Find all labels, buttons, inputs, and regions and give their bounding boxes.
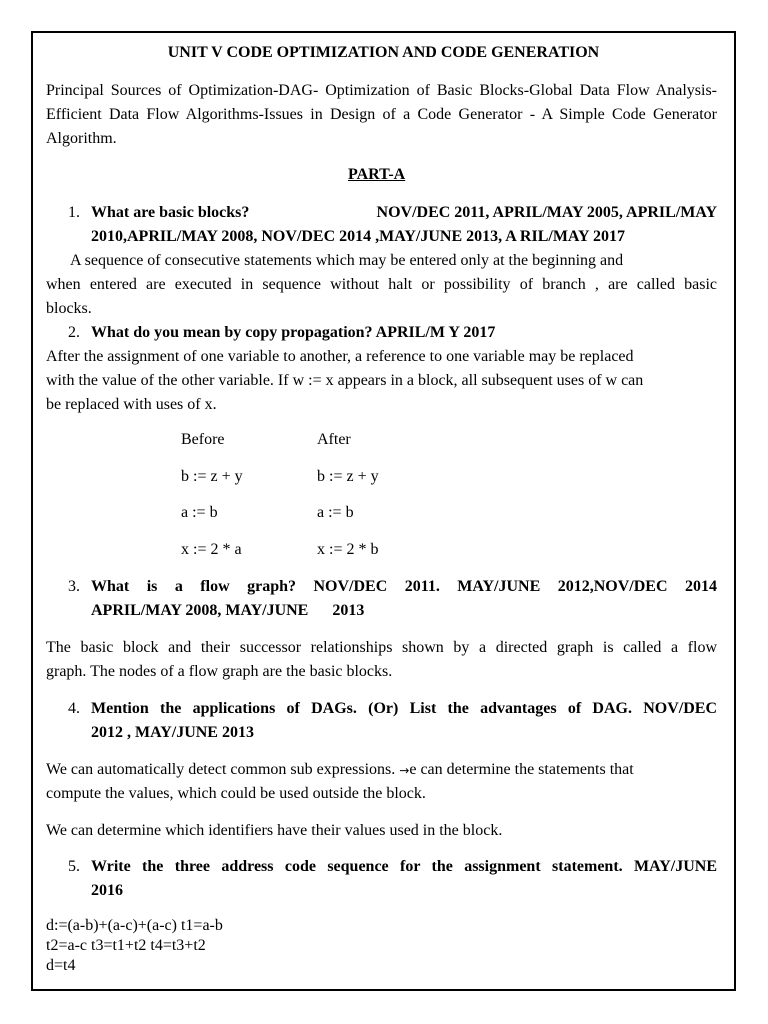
question-text: Write the three address code sequence for the assignment statement. MAY/JUNE [91,858,717,875]
table-header-after: After [317,431,351,448]
table-cell: b := z + y [317,468,379,485]
answer-line: be replaced with uses of x. [46,396,217,413]
answer-line: The basic block and their successor relationships shown by a directed graph is called a flow [46,639,717,656]
answer-line: when entered are executed in sequence without halt or possibility of branch , are called basic [46,276,717,293]
question-dates-continued: 2012 , MAY/JUNE 2013 [91,724,254,741]
question-text: What are basic blocks? [91,204,250,221]
question-number: 3. [68,578,80,595]
table-cell: x := 2 * a [181,541,242,558]
table-cell: x := 2 * b [317,541,379,558]
question-text: Mention the applications of DAGs. (Or) List the advantages of DAG. NOV/DEC [91,700,717,717]
answer-line: We can determine which identifiers have their values used in the block. [46,822,503,839]
question-number: 2. [68,324,80,341]
question-number: 5. [68,858,80,875]
question-text: What do you mean by copy propagation? APRIL/M Y 2017 [91,324,496,341]
answer-line: with the value of the other variable. If w := x appears in a block, all subsequent uses of w can [46,372,644,389]
code-line: t2=a-c t3=t1+t2 t4=t3+t2 [46,937,206,954]
answer-line: A sequence of consecutive statements which may be entered only at the beginning and [70,252,624,269]
table-cell: b := z + y [181,468,243,485]
unit-title: UNIT V CODE OPTIMIZATION AND CODE GENERATION [167,44,600,61]
answer-line [46,758,717,782]
table-header-before: Before [181,431,225,448]
answer-line: blocks. [46,300,92,317]
table-cell: a := b [317,504,354,521]
answer-line: compute the values, which could be used outside the block. [46,785,426,802]
answer-text: We can automatically detect common sub expressions. [46,761,396,778]
question-text: What is a flow graph? NOV/DEC 2011. MAY/JUNE 2012,NOV/DEC 2014 [91,578,717,595]
question-dates: NOV/DEC 2011, APRIL/MAY 2005, APRIL/MAY [376,204,717,221]
question-dates-continued: APRIL/MAY 2008, MAY/JUNE 2013 [91,602,365,619]
answer-line: graph. The nodes of a flow graph are the basic blocks. [46,663,393,680]
question-dates-continued: 2016 [91,882,123,899]
question-number: 4. [68,700,80,717]
question-number: 1. [68,204,80,221]
syllabus-paragraph: Principal Sources of Optimization-DAG- Optimization of Basic Blocks-Global Data Flow Analysis-Efficient Data Flow Algorithms-Issues in Design of a Code Generator - A Simple Code Generator Algorithm. [46,82,717,147]
code-line: d:=(a-b)+(a-c)+(a-c) t1=a-b [46,917,223,934]
answer-text: e can determine the statements that [409,761,634,778]
document-page [31,31,736,991]
arrow-icon: → [399,763,410,778]
part-heading: PART-A [348,166,406,183]
code-line: d=t4 [46,957,76,974]
question-dates-continued: 2010,APRIL/MAY 2008, NOV/DEC 2014 ,MAY/JUNE 2013, A RIL/MAY 2017 [91,228,625,245]
answer-line: After the assignment of one variable to another, a reference to one variable may be replaced [46,348,634,365]
table-cell: a := b [181,504,218,521]
